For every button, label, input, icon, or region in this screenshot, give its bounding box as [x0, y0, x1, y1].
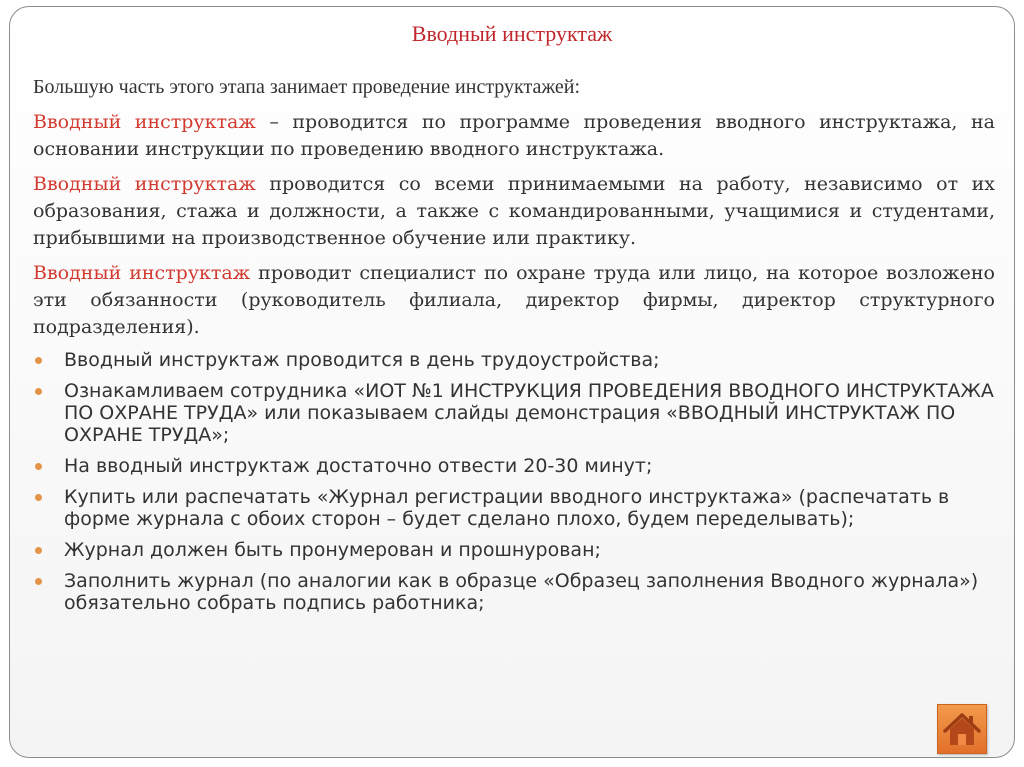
bullet-item — [33, 539, 995, 561]
paragraph-text: проводит специалист по охране труда или лицо, на которое возложено эти обязанности (руководитель филиала, директор фирмы, директор структурного подразделения). — [33, 262, 995, 338]
home-icon — [938, 705, 986, 753]
paragraph-text: – проводится по программе проведения вводного инструктажа, на основании инструкции по проведению вводного инструктажа. — [33, 111, 995, 160]
paragraph-3 — [33, 260, 995, 341]
home-button[interactable] — [937, 704, 987, 754]
bullet-dot-icon — [35, 547, 42, 554]
bullet-text: Купить или распечатать «Журнал регистрации вводного инструктажа» (распечатать в форме журнала с обоих сторон – будет сделано плохо, будем переделывать); — [64, 486, 950, 530]
intro-text: Большую часть этого этапа занимает проведение инструктажей: — [33, 76, 581, 98]
bullet-item — [33, 380, 995, 446]
bullet-text: На вводный инструктаж достаточно отвести 20-30 минут; — [64, 455, 653, 477]
paragraph-1 — [33, 109, 995, 163]
paragraph-highlight: Вводный инструктаж — [33, 262, 251, 284]
paragraph-highlight: Вводный инструктаж — [33, 173, 256, 195]
bullet-item — [33, 455, 995, 477]
bullet-item — [33, 486, 995, 530]
paragraph-2 — [33, 171, 995, 252]
bullet-list — [33, 349, 995, 614]
slide-title: Вводный инструктаж — [411, 21, 613, 46]
slide-content — [33, 74, 995, 623]
bullet-dot-icon — [35, 463, 42, 470]
bullet-text: Журнал должен быть пронумерован и прошнурован; — [64, 539, 601, 561]
paragraph-highlight: Вводный инструктаж — [33, 111, 256, 133]
paragraph-text: проводится со всеми принимаемыми на работу, независимо от их образования, стажа и должности, а также с командированными, учащимися и студентами, прибывшими на производственное обучение или практику. — [33, 173, 995, 249]
bullet-dot-icon — [35, 578, 42, 585]
bullet-text: Заполнить журнал (по аналогии как в образце «Образец заполнения Вводного журнала») обязательно собрать подпись работника; — [64, 570, 979, 614]
bullet-dot-icon — [35, 357, 42, 364]
bullet-item — [33, 349, 995, 371]
bullet-text: Ознакамливаем сотрудника «ИОТ №1 ИНСТРУКЦИЯ ПРОВЕДЕНИЯ ВВОДНОГО ИНСТРУКТАЖА ПО ОХРАНЕ ТРУДА» или показываем слайды демонстрация «ВВОДНЫЙ ИНСТРУКТАЖ ПО ОХРАНЕ ТРУДА»; — [64, 380, 994, 446]
bullet-dot-icon — [35, 388, 42, 395]
bullet-item — [33, 570, 995, 614]
bullet-dot-icon — [35, 494, 42, 501]
bullet-text: Вводный инструктаж проводится в день трудоустройства; — [64, 349, 660, 371]
